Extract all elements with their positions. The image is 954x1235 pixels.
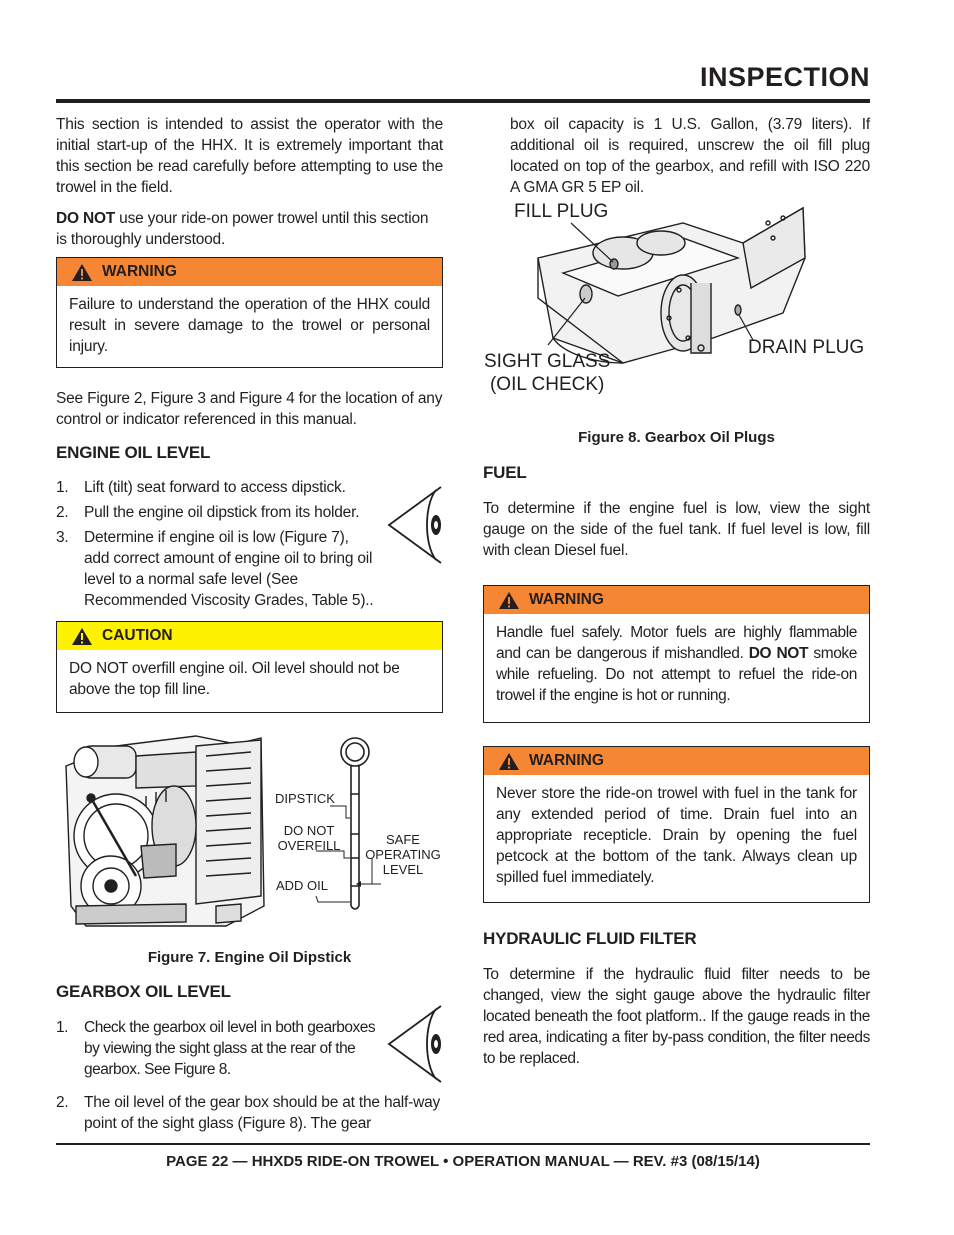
add-oil-label: ADD OIL <box>276 878 329 893</box>
gearbox-step-2 <box>56 1092 446 1134</box>
warning-triangle-icon <box>498 591 520 610</box>
warning-box-operation <box>56 257 443 368</box>
dipstick-label: DIPSTICK <box>275 791 335 806</box>
warning-triangle-icon <box>498 752 520 771</box>
eye-read-icon <box>386 1004 444 1084</box>
caution-box-overfill <box>56 621 443 713</box>
list-item: 2. Pull the engine oil dipstick from its holder. <box>56 504 360 521</box>
gearbox-step-1 <box>56 1017 376 1080</box>
caution-text: DO NOT overfill engine oil. Oil level should not be above the top fill line. <box>69 660 400 698</box>
hydraulic-paragraph: To determine if the hydraulic fluid filter needs to be changed, view the sight gauge above the hydraulic filter located beneath the foot platform.. If the gauge reads in the red area, indicating a fiter by-pass condition, the filter needs to be replaced. <box>483 966 870 1067</box>
see-figures-paragraph: See Figure 2, Figure 3 and Figure 4 for the location of any control or indicator referenced in this manual. <box>56 390 443 428</box>
warning-text: Never store the ride-on trowel with fuel in the tank for any extended period of time. Drain fuel into an appropriate recepticle. Drain by opening the fuel petcock at the bottom of the tank. Always clean up spilled fuel immediately. <box>496 785 857 886</box>
intro-warning-rest: use your ride-on power trowel until this section is thoroughly understood. <box>56 210 429 248</box>
warning-header <box>484 747 869 775</box>
page-title: INSPECTION <box>699 62 870 92</box>
warning-header <box>484 586 869 614</box>
intro-paragraph: This section is intended to assist the operator with the initial start-up of the HHX. It is extremely important that this section be read carefully before attempting to use the trowel in the field. <box>56 116 443 196</box>
sight-glass-label: SIGHT GLASS (OIL CHECK) <box>484 351 611 395</box>
gearbox-step-2-continued: box oil capacity is 1 U.S. Gallon, (3.79 liters). If additional oil is required, unscrew the oil fill plug located on top of the gearbox, and refill with ISO 220 A GMA GR 5 EP oil. <box>510 116 870 196</box>
warning-box-fuel-storage <box>483 746 870 903</box>
figure-8-caption: Figure 8. Gearbox Oil Plugs <box>578 429 775 446</box>
hydraulic-filter-heading: HYDRAULIC FLUID FILTER <box>483 929 697 948</box>
warning-header <box>57 258 442 286</box>
fuel-paragraph: To determine if the engine fuel is low, view the sight gauge on the side of the fuel tank. If fuel level is low, fill with clean Diesel fuel. <box>483 500 870 559</box>
list-item: 3. Determine if engine oil is low (Figure 7), add correct amount of engine oil to bring oil level to a normal safe level (See Recommended Viscosity Grades, Table 5).. <box>56 529 374 609</box>
warning-label: WARNING <box>529 591 604 608</box>
list-item: 1. Check the gearbox oil level in both gearboxes by viewing the sight glass at the rear of the gearbox. See Figure 8. <box>56 1019 376 1078</box>
do-not-overfill-label: DO NOT OVERFILL <box>277 823 341 853</box>
caution-header <box>57 622 442 650</box>
fill-plug-label: FILL PLUG <box>514 201 609 222</box>
warning-triangle-icon <box>71 263 93 282</box>
warning-text: Failure to understand the operation of the HHX could result in severe damage to the trowel or personal injury. <box>69 296 430 355</box>
engine-oil-steps <box>56 477 376 611</box>
eye-read-icon <box>386 485 444 565</box>
footer-rule <box>56 1143 870 1145</box>
do-not-emphasis: DO NOT <box>56 210 116 227</box>
header-rule <box>56 99 870 103</box>
warning-text: Handle fuel safely. Motor fuels are highly flammable and can be dangerous if mishandled. DO NOT smoke while refueling. Do not attempt to refuel the ride-on trowel if the engine is hot or running. <box>496 624 858 704</box>
list-item: 2. The oil level of the gear box should be at the half-way point of the sight glass (Figure 8). The gear <box>56 1094 441 1132</box>
warning-triangle-icon <box>71 627 93 646</box>
page-footer: PAGE 22 — HHXD5 RIDE-ON TROWEL • OPERATION MANUAL — REV. #3 (08/15/14) <box>166 1153 760 1170</box>
warning-label: WARNING <box>529 752 604 769</box>
safe-operating-level-label: SAFE OPERATING LEVEL <box>365 832 441 877</box>
caution-label: CAUTION <box>102 627 173 644</box>
drain-plug-label: DRAIN PLUG <box>748 337 865 358</box>
figure-7-caption: Figure 7. Engine Oil Dipstick <box>147 949 352 966</box>
engine-oil-heading: ENGINE OIL LEVEL <box>56 443 211 462</box>
warning-box-fuel-handling <box>483 585 870 723</box>
fuel-heading: FUEL <box>483 463 527 482</box>
gearbox-oil-heading: GEARBOX OIL LEVEL <box>56 982 231 1001</box>
list-item: 1. Lift (tilt) seat forward to access dipstick. <box>56 479 346 496</box>
intro-warning-paragraph <box>56 208 443 250</box>
warning-label: WARNING <box>102 263 177 280</box>
